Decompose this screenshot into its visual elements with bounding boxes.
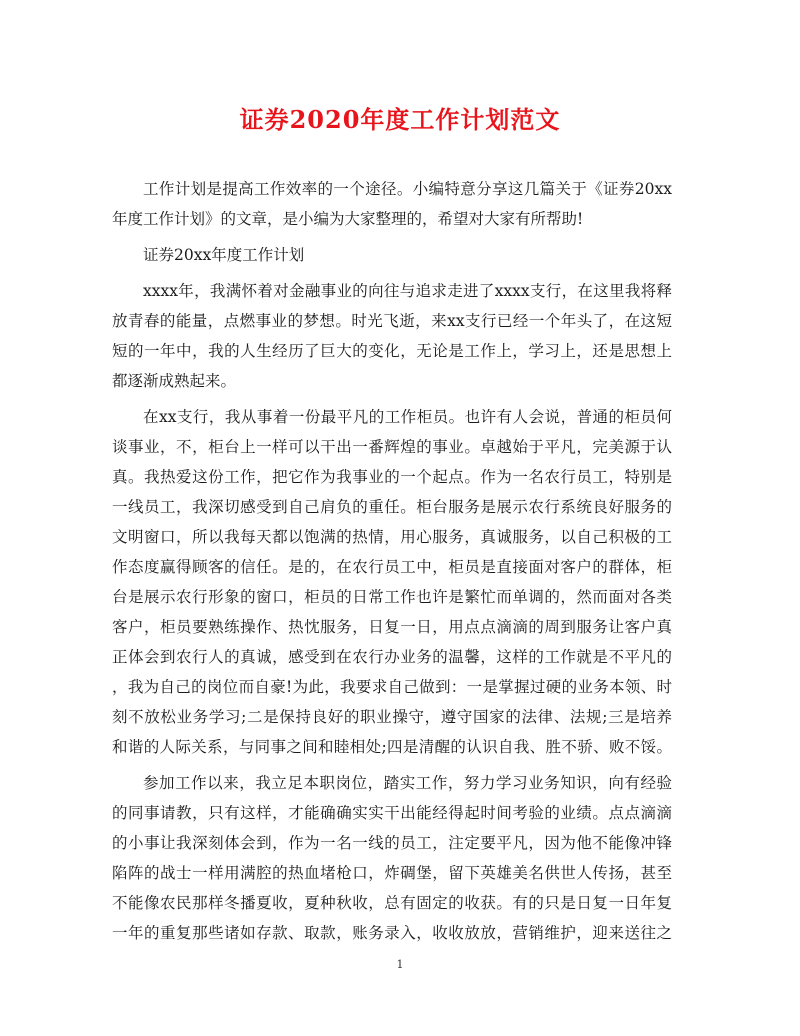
text-line: 谈事业，不，柜台上一样可以干出一番辉煌的事业。卓越始于平凡，完美源于认	[112, 438, 672, 456]
text-line: 一年的重复那些诸如存款、取款，账务录入，收收放放，营销维护，迎来送往之	[112, 924, 672, 942]
text-line: 客户，柜员要熟练操作、热忱服务，日复一日，用点点滴滴的周到服务让客户真	[112, 618, 672, 636]
text-line: 放青春的能量，点燃事业的梦想。时光飞逝，来xx支行已经一个年头了，在这短	[112, 312, 672, 330]
text-line: xxxx年，我满怀着对金融事业的向往与追求走进了xxxx支行，在这里我将释	[143, 282, 672, 300]
text-line: 都逐渐成熟起来。	[112, 372, 237, 390]
text-line: 参加工作以来，我立足本职岗位，踏实工作，努力学习业务知识，向有经验	[143, 774, 672, 792]
text-line: 台是展示农行形象的窗口，柜员的日常工作也许是繁忙而单调的，然而面对各类	[112, 588, 672, 606]
text-line: 在xx支行，我从事着一份最平凡的工作柜员。也许有人会说，普通的柜员何	[143, 408, 672, 426]
text-line: 年度工作计划》的文章，是小编为大家整理的，希望对大家有所帮助!	[112, 210, 584, 228]
text-line: 真。我热爱这份工作，把它作为我事业的一个起点。作为一名农行员工，特别是	[112, 468, 672, 486]
text-line: ，我为自己的岗位而自豪!为此，我要求自己做到：一是掌握过硬的业务本领、时	[112, 678, 672, 696]
text-line: 作态度赢得顾客的信任。是的，在农行员工中，柜员是直接面对客户的群体，柜	[112, 558, 672, 576]
text-line: 一线员工，我深切感受到自己肩负的重任。柜台服务是展示农行系统良好服务的	[112, 498, 672, 516]
document-title: 证券2020年度工作计划范文	[239, 105, 561, 134]
text-line: 不能像农民那样冬播夏收，夏种秋收，总有固定的收获。有的只是日复一日年复	[112, 894, 672, 912]
text-line: 正体会到农行人的真诚，感受到在农行办业务的温馨，这样的工作就是不平凡的	[112, 648, 672, 666]
text-line: 证券20xx年度工作计划	[143, 246, 305, 264]
text-line: 的同事请教，只有这样，才能确确实实干出能经得起时间考验的业绩。点点滴滴	[112, 804, 672, 822]
document-body	[112, 174, 672, 948]
text-line: 刻不放松业务学习;二是保持良好的职业操守，遵守国家的法律、法规;三是培养	[112, 708, 672, 726]
text-line: 陷阵的战士一样用满腔的热血堵枪口，炸碉堡，留下英雄美名供世人传扬，甚至	[112, 864, 672, 882]
page-number: 1	[396, 958, 404, 971]
text-line: 和谐的人际关系，与同事之间和睦相处;四是清醒的认识自我、胜不骄、败不馁。	[112, 738, 672, 756]
text-line: 短的一年中，我的人生经历了巨大的变化，无论是工作上，学习上，还是思想上	[112, 342, 672, 360]
text-line: 文明窗口，所以我每天都以饱满的热情，用心服务，真诚服务，以自己积极的工	[112, 528, 672, 546]
text-line: 的小事让我深刻体会到，作为一名一线的员工，注定要平凡，因为他不能像冲锋	[112, 834, 672, 852]
text-line: 工作计划是提高工作效率的一个途径。小编特意分享这几篇关于《证券20xx	[143, 180, 672, 198]
